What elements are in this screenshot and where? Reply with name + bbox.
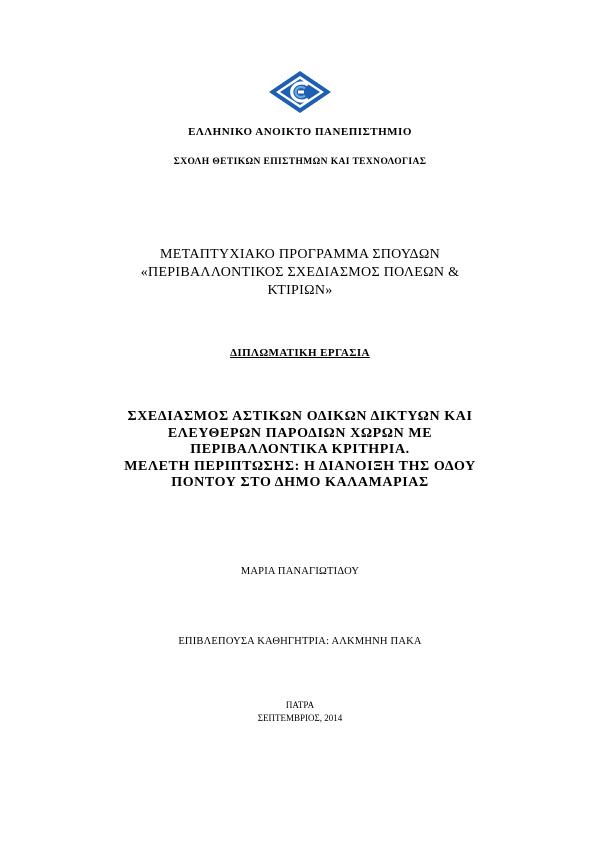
program-line: «ΠΕΡΙΒΑΛΛΟΝΤΙΚΟΣ ΣΧΕΔΙΑΣΜΟΣ ΠΟΛΕΩΝ & [140,265,460,280]
thesis-title [0,409,600,492]
author-name: ΜΑΡΙΑ ΠΑΝΑΓΙΩΤΙΔΟΥ [240,566,360,577]
city: ΠΑΤΡΑ [285,700,315,710]
university-logo-icon [268,70,332,114]
thesis-type: ΔΙΠΛΩΜΑΤΙΚΗ ΕΡΓΑΣΙΑ [230,347,370,359]
title-line: ΕΛΕΥΘΕΡΩΝ ΠΑΡΟΔΙΩΝ ΧΩΡΩΝ ΜΕ [167,425,433,441]
supervisor: ΕΠΙΒΛΕΠΟΥΣΑ ΚΑΘΗΓΗΤΡΙΑ: ΑΛΚΜΗΝΗ ΠΑΚΑ [178,636,422,647]
title-line: ΠΕΡΙΒΑΛΛΟΝΤΙΚΑ ΚΡΙΤΗΡΙΑ. [190,442,410,457]
program-line: ΜΕΤΑΠΤΥΧΙΑΚΟ ΠΡΟΓΡΑΜΜΑ ΣΠΟΥΔΩΝ [160,247,440,262]
title-line: ΣΧΕΔΙΑΣΜΟΣ ΑΣΤΙΚΩΝ ΟΔΙΚΩΝ ΔΙΚΤΥΩΝ ΚΑΙ [127,409,473,424]
title-line: ΜΕΛΕΤΗ ΠΕΡΙΠΤΩΣΗΣ: Η ΔΙΑΝΟΙΞΗ ΤΗΣ ΟΔΟΥ [124,458,476,474]
program-line: ΚΤΙΡΙΩΝ» [267,283,333,298]
date: ΣΕΠΤΕΜΒΡΙΟΣ, 2014 [257,713,343,723]
program-name [0,246,600,300]
university-name: ΕΛΛΗΝΙΚΟ ΑΝΟΙΚΤΟ ΠΑΝΕΠΙΣΤΗΜΙΟ [188,126,412,138]
title-line: ΠΟΝΤΟΥ ΣΤΟ ΔΗΜΟ ΚΑΛΑΜΑΡΙΑΣ [171,475,429,490]
school-name: ΣΧΟΛΗ ΘΕΤΙΚΩΝ ΕΠΙΣΤΗΜΩΝ ΚΑΙ ΤΕΧΝΟΛΟΓΙΑΣ [173,157,427,167]
